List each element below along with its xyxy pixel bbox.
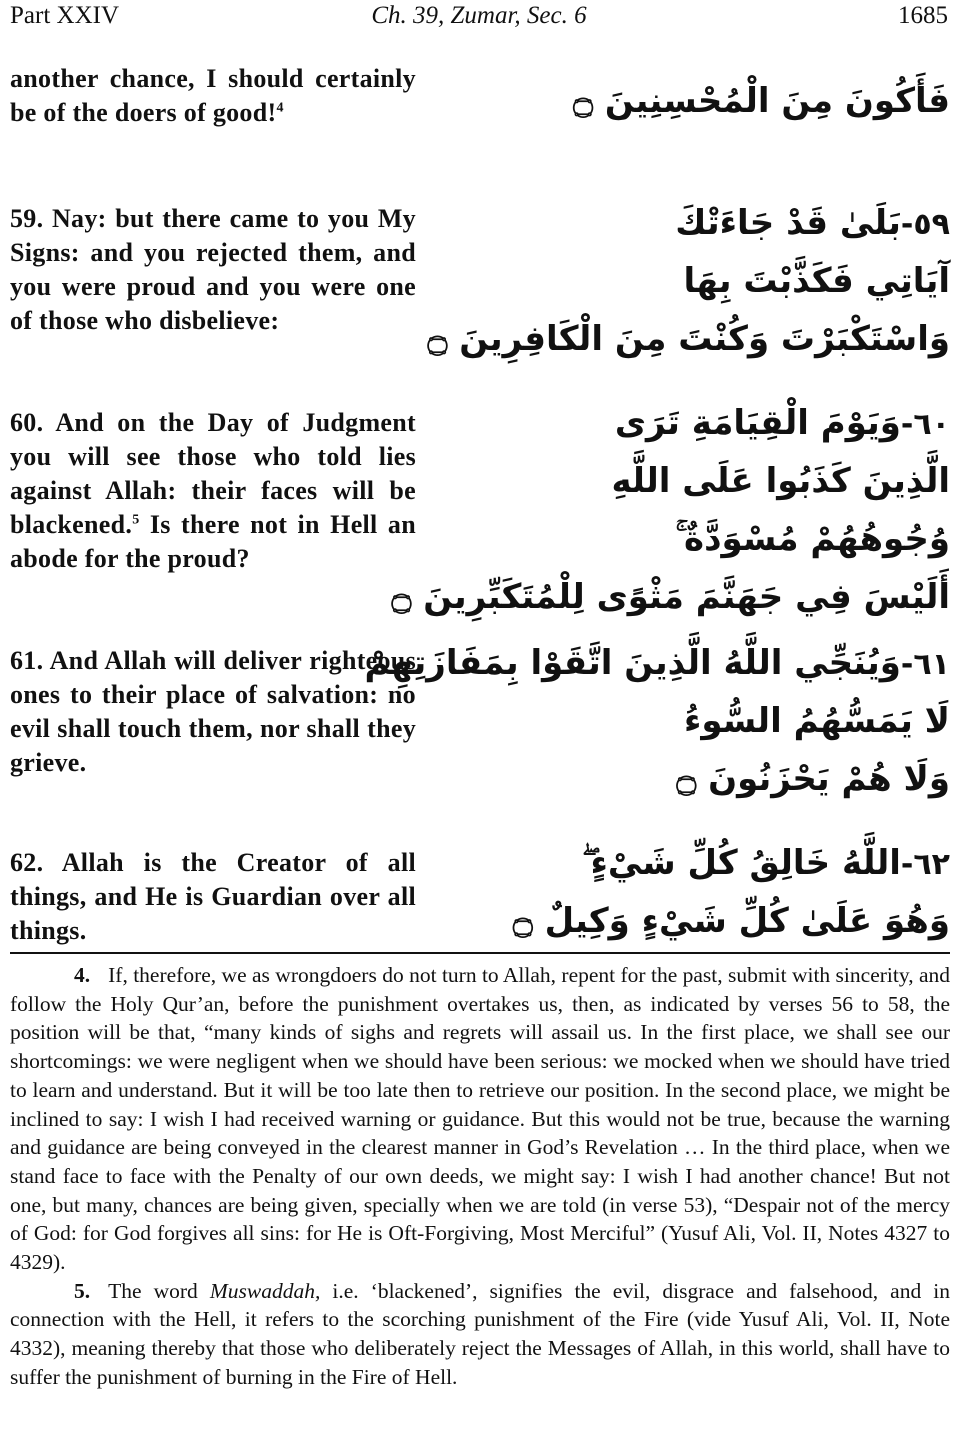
footnote-text: i.e. ‘blackened’, signifies the evil, disgrace and falsehood, and in connection with the Hell, it refers to the scorching punishment of the Fire (vide Yusuf Ali, Vol. II, Note 4332), meaning thereby that those who deliberately reject the Messages of Allah, in this world, shall have to suffer the punishment of burning in the Fire of Hell. [10,1278,950,1389]
verse-number: 60. [10,408,44,437]
english-translation [10,644,416,780]
footnote-term: Muswaddah, [209,1278,321,1303]
arabic-text [427,194,950,368]
arabic-verse-number: ٦٠- [900,407,950,442]
arabic-line: لَا يَمَسُّهُمُ السُّوءُ [684,701,950,741]
verse-number: 62. [10,848,44,877]
verse-number: 59. [10,204,44,233]
footnote-divider [10,952,950,954]
arabic-text [364,634,950,808]
arabic-line: فَأَكُونَ مِنَ الْمُحْسِنِينَ ۝ [573,81,950,121]
arabic-line: ٦٠-وَيَوْمَ الْقِيَامَةِ تَرَى [614,403,950,443]
arabic-verse-number: ٦٢- [900,847,950,882]
arabic-text [490,834,950,950]
footnote-number: 4. [74,963,91,987]
english-text: And on the Day of Judgment you will see those who told lies against Allah: their faces will be blackened. [10,408,416,539]
arabic-verse-number: ٥٩- [900,207,950,242]
arabic-line: وَهُوَ عَلَىٰ كُلِّ شَيْءٍ وَكِيلٌ ۝ [512,901,950,941]
arabic-line: وُجُوهُهُمْ مُسْوَدَّةٌ ۚ [675,519,950,559]
page-header [10,2,948,36]
arabic-line: ٦٢-اللَّهُ خَالِقُ كُلِّ شَيْءٍ ۖ [581,843,950,883]
english-translation [10,62,416,130]
arabic-line: ٦١-وَيُنَجِّي اللَّهُ الَّذِينَ اتَّقَوْا بِمَفَازَتِهِمْ [364,643,950,683]
arabic-line: أَلَيْسَ فِي جَهَنَّمَ مَثْوًى لِلْمُتَكَبِّرِينَ ۝ [391,577,950,617]
chapter-title: Ch. 39, Zumar, Sec. 6 [371,2,587,29]
english-translation [10,406,416,576]
footnote-5 [10,1277,950,1392]
arabic-verse-number: ٦١- [900,647,950,682]
arabic-line: آيَاتِي فَكَذَّبْتَ بِهَا [683,261,950,301]
english-translation [10,846,416,948]
english-text: Is there not in Hell an abode for the proud? [10,510,416,573]
arabic-line: وَلَا هُمْ يَحْزَنُونَ ۝ [676,759,950,799]
footnote-number: 5. [74,1278,91,1303]
footnote-4 [10,961,950,1277]
english-text: Nay: but there came to you My Signs: and you rejected them, and you were proud and you were one of those who disbelieve: [10,204,416,335]
english-translation [10,202,416,338]
footnote-text: The word [108,1278,210,1303]
arabic-line: الَّذِينَ كَذَبُوا عَلَى اللَّهِ [611,461,950,501]
arabic-text [490,72,950,130]
english-text: And Allah will deliver righteous ones to their place of salvation: no evil shall touch them, nor shall they grieve. [10,646,416,777]
part-label: Part XXIV [10,2,120,29]
footnote-text: If, therefore, we as wrongdoers do not turn to Allah, repent for the past, submit with sincerity, and follow the Holy Qur’an, before the punishment overtakes us, then, as indicated by verses 56 to 58, the position will be that, “many kinds of sighs and regrets will assail us. In the first place, we shall see our shortcomings: we were negligent when we should have been serious: we mocked when we should have tried to learn and understand. But it will be too late then to retrieve our position. In the second place, we might be inclined to say: I wish I had received warning or guidance. But this would not be true, because the warning and guidance are being conveyed in the clearest manner in God’s Revelation … In the third place, when we stand face to face with the Penalty of our own deeds, we might say: I wish I had another chance! But not one, but many, chances are being given, specially when we are told (in verse 53), “Despair not of the mercy of God: for God forgives all sins: for He is Oft-Forgiving, Most Merciful” (Yusuf Ali, Vol. II, Notes 4327 to 4329). [10,963,950,1275]
arabic-text [391,394,950,626]
page-number: 1685 [898,2,948,29]
footnote-ref: 5 [132,512,140,528]
arabic-line: وَاسْتَكْبَرْتَ وَكُنْتَ مِنَ الْكَافِرِينَ ۝ [427,319,950,359]
english-text: another chance, I should certainly be of the doers of good! [10,64,416,127]
arabic-line: ٥٩-بَلَىٰ قَدْ جَاءَتْكَ [675,203,950,243]
english-text: Allah is the Creator of all things, and He is Guardian over all things. [10,848,416,945]
footnote-ref: 4 [276,100,284,116]
verse-number: 61. [10,646,44,675]
footnotes-section [10,961,950,1392]
